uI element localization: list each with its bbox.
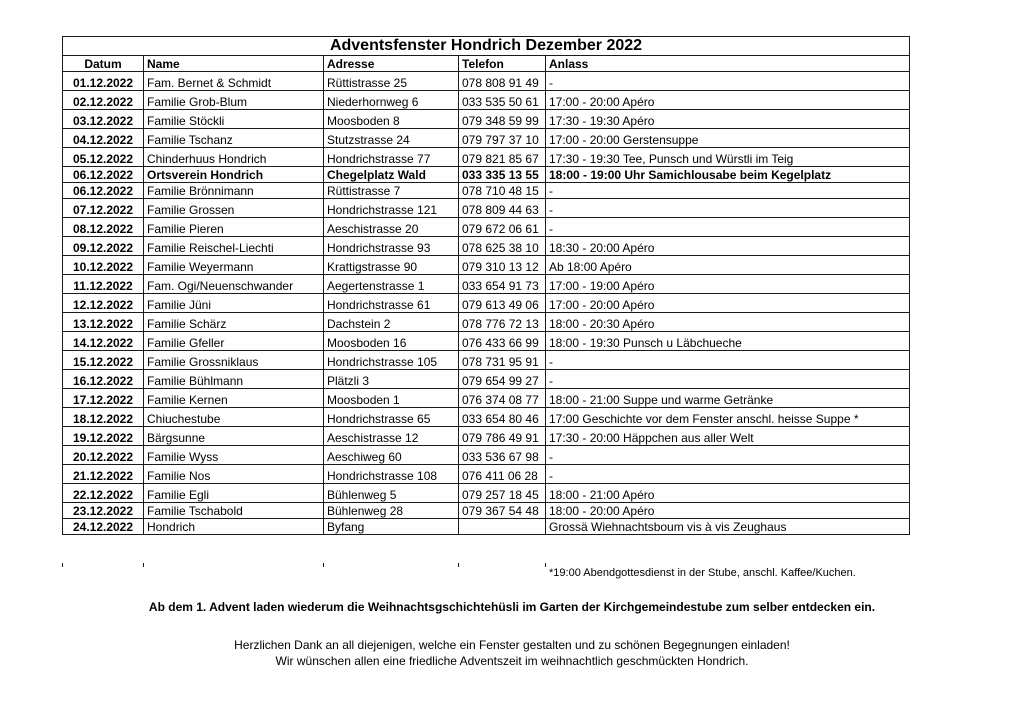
table-row: [63, 503, 910, 519]
cell-address: Chegelplatz Wald: [324, 167, 459, 183]
cell-phone: 078 808 91 49: [459, 72, 546, 91]
thanks-message: [0, 637, 1024, 669]
advent-note: Ab dem 1. Advent laden wiederum die Weihnachtsgschichtehüsli im Garten der Kirchgemeindestube zum selber entdecken ein.: [148, 600, 876, 614]
cell-address: Bühlenweg 5: [324, 484, 459, 503]
table-row: [63, 256, 910, 275]
cell-name: Familie Egli: [144, 484, 324, 503]
table-row: [63, 484, 910, 503]
cell-phone: 078 625 38 10: [459, 237, 546, 256]
table-row: [63, 72, 910, 91]
table-row: [63, 199, 910, 218]
cell-phone: 079 257 18 45: [459, 484, 546, 503]
cell-phone: 079 613 49 06: [459, 294, 546, 313]
cell-date: 01.12.2022: [63, 72, 144, 91]
cell-event: -: [546, 199, 910, 218]
cell-address: Aeschistrasse 12: [324, 427, 459, 446]
table-row: [63, 446, 910, 465]
cell-name: Chiuchestube: [144, 408, 324, 427]
cell-event: Ab 18:00 Apéro: [546, 256, 910, 275]
cell-event: -: [546, 72, 910, 91]
cell-address: Hondrichstrasse 77: [324, 148, 459, 167]
cell-event: 17:30 - 19:30 Tee, Punsch und Würstli im Teig: [546, 148, 910, 167]
cell-event: 18:00 - 21:00 Suppe und warme Getränke: [546, 389, 910, 408]
cell-date: 13.12.2022: [63, 313, 144, 332]
table-row: [63, 129, 910, 148]
title-row: [63, 37, 910, 56]
cell-date: 08.12.2022: [63, 218, 144, 237]
cell-address: Niederhornweg 6: [324, 91, 459, 110]
cell-name: Familie Grossen: [144, 199, 324, 218]
table-row: [63, 148, 910, 167]
cell-address: Moosboden 8: [324, 110, 459, 129]
cell-name: Familie Weyermann: [144, 256, 324, 275]
cell-name: Chinderhuus Hondrich: [144, 148, 324, 167]
cell-date: 07.12.2022: [63, 199, 144, 218]
cell-date: 21.12.2022: [63, 465, 144, 484]
table-row: [63, 332, 910, 351]
cell-date: 24.12.2022: [63, 519, 144, 535]
cell-date: 19.12.2022: [63, 427, 144, 446]
cell-name: Familie Kernen: [144, 389, 324, 408]
cell-name: Familie Grob-Blum: [144, 91, 324, 110]
cell-event: -: [546, 370, 910, 389]
cell-phone: [459, 519, 546, 535]
cell-name: Familie Reischel-Liechti: [144, 237, 324, 256]
cell-name: Familie Stöckli: [144, 110, 324, 129]
cell-event: 17:00 - 20:00 Gerstensuppe: [546, 129, 910, 148]
cell-date: 09.12.2022: [63, 237, 144, 256]
cell-address: Krattigstrasse 90: [324, 256, 459, 275]
cell-date: 18.12.2022: [63, 408, 144, 427]
thanks-line-2: Wir wünschen allen eine friedliche Adventszeit im weihnachtlich geschmückten Hondrich.: [275, 654, 749, 668]
cell-address: Aegertenstrasse 1: [324, 275, 459, 294]
table-edge-line: [323, 563, 324, 567]
table-row: [63, 275, 910, 294]
cell-name: Familie Nos: [144, 465, 324, 484]
cell-name: Familie Grossniklaus: [144, 351, 324, 370]
table-row: [63, 370, 910, 389]
cell-phone: 033 654 91 73: [459, 275, 546, 294]
cell-address: Moosboden 1: [324, 389, 459, 408]
cell-event: Grossä Wiehnachtsboum vis à vis Zeughaus: [546, 519, 910, 535]
cell-phone: 079 797 37 10: [459, 129, 546, 148]
thanks-line-1: Herzlichen Dank an all diejenigen, welche ein Fenster gestalten und zu schönen Begegnungen einladen!: [234, 638, 790, 652]
cell-phone: 033 335 13 55: [459, 167, 546, 183]
cell-phone: 079 348 59 99: [459, 110, 546, 129]
column-header-datum: Datum: [63, 56, 144, 72]
cell-date: 05.12.2022: [63, 148, 144, 167]
table-row: [63, 237, 910, 256]
cell-address: Hondrichstrasse 121: [324, 199, 459, 218]
cell-address: Rüttistrasse 7: [324, 183, 459, 199]
table-row: [63, 389, 910, 408]
cell-phone: 033 654 80 46: [459, 408, 546, 427]
cell-address: Hondrichstrasse 105: [324, 351, 459, 370]
cell-date: 14.12.2022: [63, 332, 144, 351]
cell-date: 04.12.2022: [63, 129, 144, 148]
cell-name: Familie Jüni: [144, 294, 324, 313]
cell-name: Fam. Bernet & Schmidt: [144, 72, 324, 91]
column-header-telefon: Telefon: [459, 56, 546, 72]
cell-address: Dachstein 2: [324, 313, 459, 332]
cell-date: 16.12.2022: [63, 370, 144, 389]
cell-event: 18:00 - 20:30 Apéro: [546, 313, 910, 332]
cell-event: -: [546, 218, 910, 237]
cell-name: Familie Tschanz: [144, 129, 324, 148]
header-row: [63, 56, 910, 72]
table-row: [63, 218, 910, 237]
cell-name: Familie Gfeller: [144, 332, 324, 351]
cell-event: 17:00 - 19:00 Apéro: [546, 275, 910, 294]
table-edge-line: [545, 563, 546, 567]
cell-event: 18:30 - 20:00 Apéro: [546, 237, 910, 256]
table-row: [63, 91, 910, 110]
table-row: [63, 427, 910, 446]
cell-event: -: [546, 465, 910, 484]
cell-date: 02.12.2022: [63, 91, 144, 110]
cell-address: Hondrichstrasse 93: [324, 237, 459, 256]
cell-date: 06.12.2022: [63, 167, 144, 183]
cell-event: 18:00 - 21:00 Apéro: [546, 484, 910, 503]
cell-name: Bärgsunne: [144, 427, 324, 446]
cell-date: 06.12.2022: [63, 183, 144, 199]
cell-name: Familie Brönnimann: [144, 183, 324, 199]
cell-phone: 078 776 72 13: [459, 313, 546, 332]
table-row: [63, 408, 910, 427]
cell-name: Familie Bühlmann: [144, 370, 324, 389]
cell-phone: 033 535 50 61: [459, 91, 546, 110]
cell-name: Familie Tschabold: [144, 503, 324, 519]
table-row: [63, 313, 910, 332]
cell-event: 17:00 Geschichte vor dem Fenster anschl. heisse Suppe *: [546, 408, 910, 427]
cell-address: Hondrichstrasse 108: [324, 465, 459, 484]
cell-name: Familie Wyss: [144, 446, 324, 465]
cell-address: Aeschistrasse 20: [324, 218, 459, 237]
cell-address: Bühlenweg 28: [324, 503, 459, 519]
cell-event: -: [546, 351, 910, 370]
cell-phone: 078 710 48 15: [459, 183, 546, 199]
cell-date: 12.12.2022: [63, 294, 144, 313]
cell-date: 17.12.2022: [63, 389, 144, 408]
table-row: [63, 519, 910, 535]
cell-date: 23.12.2022: [63, 503, 144, 519]
table-row: [63, 183, 910, 199]
cell-phone: 079 786 49 91: [459, 427, 546, 446]
cell-name: Hondrich: [144, 519, 324, 535]
cell-phone: 078 809 44 63: [459, 199, 546, 218]
table-row: [63, 294, 910, 313]
cell-event: 17:00 - 20:00 Apéro: [546, 294, 910, 313]
cell-event: 17:30 - 19:30 Apéro: [546, 110, 910, 129]
cell-phone: 033 536 67 98: [459, 446, 546, 465]
cell-name: Ortsverein Hondrich: [144, 167, 324, 183]
table-row: [63, 167, 910, 183]
cell-name: Familie Pieren: [144, 218, 324, 237]
table-edge-line: [458, 563, 459, 567]
cell-phone: 076 433 66 99: [459, 332, 546, 351]
cell-date: 22.12.2022: [63, 484, 144, 503]
cell-address: Byfang: [324, 519, 459, 535]
cell-address: Aeschiweg 60: [324, 446, 459, 465]
advent-calendar-sheet: [62, 36, 910, 535]
column-header-name: Name: [144, 56, 324, 72]
cell-address: Hondrichstrasse 61: [324, 294, 459, 313]
column-header-adresse: Adresse: [324, 56, 459, 72]
cell-phone: 076 374 08 77: [459, 389, 546, 408]
table-edge-line: [62, 563, 63, 567]
cell-date: 20.12.2022: [63, 446, 144, 465]
column-header-anlass: Anlass: [546, 56, 910, 72]
table-edge-line: [143, 563, 144, 567]
cell-phone: 079 310 13 12: [459, 256, 546, 275]
cell-event: -: [546, 183, 910, 199]
cell-phone: 079 654 99 27: [459, 370, 546, 389]
cell-address: Rüttistrasse 25: [324, 72, 459, 91]
cell-address: Plätzli 3: [324, 370, 459, 389]
cell-phone: 079 821 85 67: [459, 148, 546, 167]
cell-name: Fam. Ogi/Neuenschwander: [144, 275, 324, 294]
cell-date: 11.12.2022: [63, 275, 144, 294]
cell-event: 17:00 - 20:00 Apéro: [546, 91, 910, 110]
cell-event: 18:00 - 20:00 Apéro: [546, 503, 910, 519]
cell-event: 17:30 - 20:00 Häppchen aus aller Welt: [546, 427, 910, 446]
cell-address: Hondrichstrasse 65: [324, 408, 459, 427]
cell-phone: 079 367 54 48: [459, 503, 546, 519]
advent-schedule-table: [62, 36, 910, 535]
cell-date: 10.12.2022: [63, 256, 144, 275]
cell-phone: 079 672 06 61: [459, 218, 546, 237]
table-row: [63, 110, 910, 129]
cell-date: 03.12.2022: [63, 110, 144, 129]
footnote: *19:00 Abendgottesdienst in der Stube, anschl. Kaffee/Kuchen.: [549, 567, 856, 579]
cell-address: Moosboden 16: [324, 332, 459, 351]
cell-event: 18:00 - 19:30 Punsch u Läbchueche: [546, 332, 910, 351]
cell-date: 15.12.2022: [63, 351, 144, 370]
cell-phone: 078 731 95 91: [459, 351, 546, 370]
table-row: [63, 465, 910, 484]
cell-event: 18:00 - 19:00 Uhr Samichlousabe beim Kegelplatz: [546, 167, 910, 183]
document-title: Adventsfenster Hondrich Dezember 2022: [63, 37, 910, 56]
cell-address: Stutzstrasse 24: [324, 129, 459, 148]
cell-phone: 076 411 06 28: [459, 465, 546, 484]
cell-event: -: [546, 446, 910, 465]
cell-name: Familie Schärz: [144, 313, 324, 332]
table-row: [63, 351, 910, 370]
